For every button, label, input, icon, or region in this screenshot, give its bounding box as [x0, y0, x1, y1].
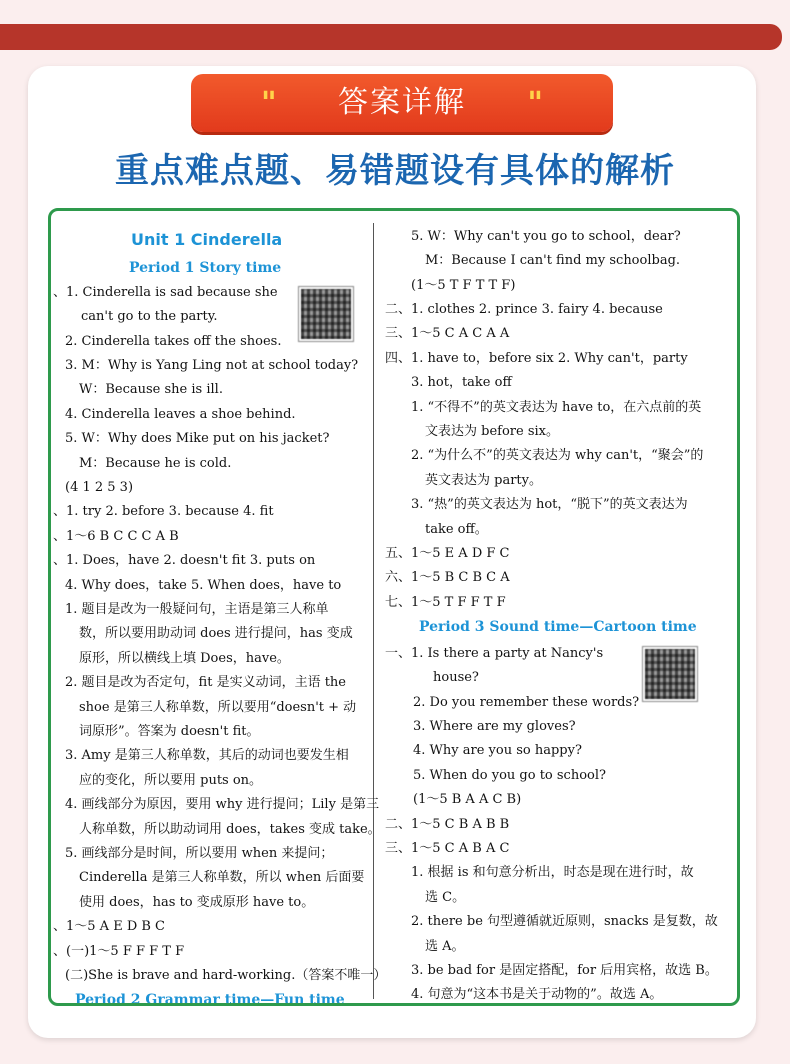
- period1-title: Period 1 Story time: [129, 260, 282, 276]
- right-line: 三、1～5 C A B A C: [385, 841, 510, 856]
- left-line: 2. Cinderella takes off the shoes.: [65, 334, 282, 349]
- left-line: 应的变化，所以要用 puts on。: [79, 773, 263, 788]
- left-line: 词原形”。答案为 doesn't fit。: [79, 724, 260, 739]
- left-line: 原形，所以横线上填 Does，have。: [79, 651, 290, 666]
- right-line: 1. 根据 is 和句意分析出，时态是现在进行时，故: [411, 865, 694, 880]
- qr-code-icon[interactable]: [643, 647, 697, 701]
- right-line: 4. 句意为“这本书是关于动物的”。故选 A。: [411, 987, 663, 1002]
- right-line: 选 A。: [425, 939, 465, 954]
- left-line: 4. Cinderella leaves a shoe behind.: [65, 407, 296, 422]
- right-line: 3. “热”的英文表达为 hot，“脱下”的英文表达为: [411, 497, 688, 512]
- right-line: 英文表达为 party。: [425, 473, 542, 488]
- right-line: 一、1. Is there a party at Nancy's: [385, 646, 604, 661]
- left-line: (二)She is brave and hard-working.（答案不唯一）: [65, 968, 387, 983]
- right-line: 选 C。: [425, 890, 466, 905]
- left-line: 1. 题目是改为一般疑问句，主语是第三人称单: [65, 602, 329, 617]
- quote-right-icon: ": [527, 86, 543, 121]
- right-line: 5. W：Why can't you go to school，dear?: [411, 229, 681, 244]
- left-line: 、1. try 2. before 3. because 4. fit: [53, 504, 274, 519]
- right-line: 二、1～5 C B A B B: [385, 817, 510, 832]
- left-line: 人称单数，所以助动词用 does，takes 变成 take。: [79, 822, 381, 837]
- left-line: 、1. Cinderella is sad because she: [53, 285, 278, 300]
- right-line: 3. be bad for 是固定搭配，for 后用宾格，故选 B。: [411, 963, 718, 978]
- left-line: 数，所以要用助动词 does 进行提问，has 变成: [79, 626, 353, 641]
- title-banner: [191, 74, 613, 132]
- right-line: (1～5 T F T T F): [411, 278, 516, 293]
- left-line: W：Because she is ill.: [79, 382, 223, 397]
- right-line: 六、1～5 B C B C A: [385, 570, 510, 585]
- right-line: 1. “不得不”的英文表达为 have to，在六点前的英: [411, 400, 702, 415]
- left-line: shoe 是第三人称单数，所以要用“doesn't + 动: [79, 700, 357, 715]
- right-line: 2. there be 句型遵循就近原则，snacks 是复数，故: [411, 914, 718, 929]
- left-line: 、1～5 A E D B C: [53, 919, 166, 934]
- left-line: 3. Amy 是第三人称单数，其后的动词也要发生相: [65, 748, 349, 763]
- left-line: 5. 画线部分是时间，所以要用 when 来提问；: [65, 846, 334, 861]
- right-line: 文表达为 before six。: [425, 424, 559, 439]
- quote-left-icon: ": [261, 86, 277, 121]
- left-line: 4. 画线部分为原因，要用 why 进行提问；Lily 是第三: [65, 797, 380, 812]
- top-red-bar: [0, 24, 782, 50]
- left-line: 4. Why does，take 5. When does，have to: [65, 578, 342, 593]
- right-line: 2. “为什么不”的英文表达为 why can't，“聚会”的: [411, 448, 704, 463]
- left-line: 5. W：Why does Mike put on his jacket?: [65, 431, 330, 446]
- qr-code-icon[interactable]: [299, 287, 353, 341]
- left-line: 使用 does，has to 变成原形 have to。: [79, 895, 315, 910]
- banner-title: 答案详解: [338, 85, 466, 120]
- right-line: M：Because I can't find my schoolbag.: [425, 253, 681, 268]
- left-line: Cinderella 是第三人称单数，所以 when 后面要: [79, 870, 365, 885]
- left-line: 2. 题目是改为否定句，fit 是实义动词，主语 the: [65, 675, 346, 690]
- left-line: 、(一)1～5 F F F T F: [53, 944, 185, 959]
- right-line: 三、1～5 C A C A A: [385, 326, 510, 341]
- right-line: 七、1～5 T F F T F: [385, 595, 506, 610]
- right-line: (1～5 B A A C B): [413, 792, 522, 807]
- column-divider: [373, 223, 374, 999]
- headline: 重点难点题、易错题设有具体的解析: [115, 151, 675, 191]
- right-line: 2. Do you remember these words?: [413, 695, 640, 710]
- left-line: (4 1 2 5 3): [65, 480, 134, 495]
- left-line: 、1. Does，have 2. doesn't fit 3. puts on: [53, 553, 316, 568]
- right-line: 五、1～5 E A D F C: [385, 546, 510, 561]
- right-line: 4. Why are you so happy?: [413, 743, 582, 758]
- right-line: 四、1. have to，before six 2. Why can't，party: [385, 351, 688, 366]
- right-line: 3. hot，take off: [411, 375, 512, 390]
- left-line: 、1～6 B C C C A B: [53, 529, 179, 544]
- period2-title: Period 2 Grammar time—Fun time: [75, 992, 345, 1006]
- left-line: 3. M：Why is Yang Ling not at school today?: [65, 358, 359, 373]
- right-line: take off。: [425, 522, 488, 537]
- right-line: 5. When do you go to school?: [413, 768, 606, 783]
- answer-frame: [48, 208, 740, 1006]
- left-line: M：Because he is cold.: [79, 456, 232, 471]
- left-line: can't go to the party.: [81, 309, 218, 324]
- right-line: house?: [433, 670, 479, 685]
- unit-title: Unit 1 Cinderella: [131, 230, 283, 249]
- right-line: 3. Where are my gloves?: [413, 719, 576, 734]
- period3-title: Period 3 Sound time—Cartoon time: [419, 619, 697, 635]
- right-line: 二、1. clothes 2. prince 3. fairy 4. because: [385, 302, 663, 317]
